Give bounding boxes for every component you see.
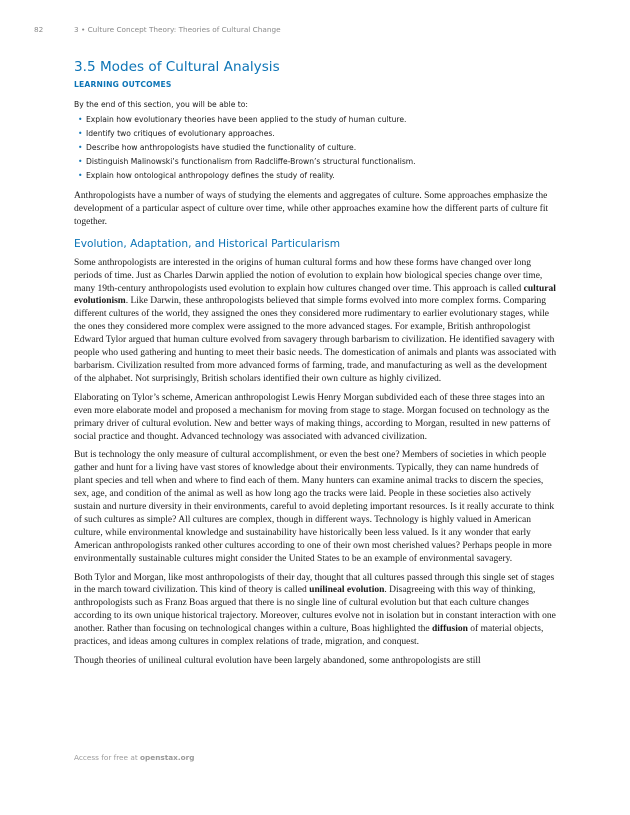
footer-site-link[interactable]: openstax.org bbox=[140, 753, 195, 762]
footer-prefix: Access for free at bbox=[74, 753, 141, 762]
key-term-unilineal-evolution[interactable]: unilineal evolution bbox=[309, 585, 385, 596]
section-title: 3.5 Modes of Cultural Analysis bbox=[74, 59, 280, 75]
paragraph-unilineal-evolution bbox=[74, 572, 557, 649]
intro-paragraph: Anthropologists have a number of ways of studying the elements and aggregates of culture. Some approaches emphasize the development of a particular aspect of culture over time, while other approaches examine how the different parts of culture fit together. bbox=[74, 191, 549, 227]
paragraph-cultural-evolutionism bbox=[74, 257, 557, 386]
paragraph-morgan: Elaborating on Tylor’s scheme, American anthropologist Lewis Henry Morgan subdivided each of these three stages into an even more elaborate model and proposed a mechanism for moving from stage to stage. Morgan focused on technology as the primary driver of cultural evolution. New and better ways of making things, according to Morgan, resulted in new patterns of social practice and thought. Advanced technology was associated with advanced civilization. bbox=[74, 392, 551, 442]
learning-outcome-item: • Describe how anthropologists have studied the functionality of culture. bbox=[74, 141, 557, 155]
learning-outcome-item: • Explain how evolutionary theories have been applied to the study of human culture. bbox=[74, 113, 557, 127]
learning-outcomes-list bbox=[74, 113, 557, 183]
paragraph-continued: Though theories of unilineal cultural evolution have been largely abandoned, some anthropologists are still bbox=[74, 656, 481, 666]
paragraph-text: . Disagreeing with this way of thinking, anthropologists such as Franz Boas argued that there is no single line of cultural evolution but that each culture changes according to its own unique historical trajectory. Moreover, cultures evolve not in isolation but in constant interaction with one another. Rather than focusing on technological changes within a culture, Boas highlighted the bbox=[74, 585, 556, 635]
page-number: 82 bbox=[34, 25, 44, 34]
paragraph-technology-question: But is technology the only measure of cultural accomplishment, or even the best one? Members of societies in which people gather and hunt for a living have vast stores of knowledge about their environments. Typically, they can name hundreds of plant species and tell when and where to find each of them. Many hunters can examine animal tracks to discern the species, sex, age, and condition of the animal as well as how long ago the tracks were laid. People in these societies also actively sustain and nurture diversity in their environments, careful to avoid depleting important resources. Is it really accurate to think of such cultures as simple? All cultures are complex, though in different ways. Technology is highly valued in American culture, while environmental knowledge and sustainability have historically been less valued. Is it any wonder that early American anthropologists ranked other cultures according to one of their own most cherished values? Perhaps people in more environmentally sustainable cultures might consider the United States to be an example of environmental savagery. bbox=[74, 450, 555, 564]
learning-outcomes-intro: By the end of this section, you will be able to: bbox=[74, 100, 248, 109]
learning-outcomes-heading: LEARNING OUTCOMES bbox=[74, 80, 172, 89]
learning-outcome-item: • Distinguish Malinowski’s functionalism from Radcliffe-Brown’s structural functionalism. bbox=[74, 155, 557, 169]
learning-outcome-item: • Identify two critiques of evolutionary approaches. bbox=[74, 127, 557, 141]
subsection-title: Evolution, Adaptation, and Historical Particularism bbox=[74, 237, 341, 250]
learning-outcome-item: • Explain how ontological anthropology defines the study of reality. bbox=[74, 169, 557, 183]
paragraph-text: Both Tylor and Morgan, like most anthropologists of their day, thought that all cultures passed through this single set of stages in the march toward civilization. This kind of theory is called bbox=[74, 572, 555, 596]
page-content bbox=[74, 58, 557, 668]
paragraph-text: of material objects, practices, and ideas among cultures in complex relations of trade, migration, and conquest. bbox=[74, 624, 544, 648]
key-term-cultural-evolutionism[interactable]: cultural evolutionism bbox=[74, 283, 556, 307]
key-term-diffusion[interactable]: diffusion bbox=[432, 624, 468, 635]
paragraph-text: . Like Darwin, these anthropologists believed that simple forms evolved into more complex forms. Comparing different cultures of the world, they assigned the ones they considered more rudimentary to earlier evolutionary stages, while the ones they considered more complex were assigned to the more advanced stages. For example, British anthropologist Edward Tylor argued that human culture evolved from savagery through barbarism to civilization. He identified savagery with people who used gathering and hunting to meet their basic needs. The domestication of animals and plants was associated with barbarism. Civilization resulted from more advanced forms of farming, trade, and manufacturing as well as the development of the alphabet. Not surprisingly, British scholars identified their own culture as highly civilized. bbox=[74, 296, 557, 384]
running-head bbox=[34, 25, 610, 34]
paragraph-text: Some anthropologists are interested in the origins of human cultural forms and how these forms have changed over long periods of time. Just as Charles Darwin applied the notion of evolution to explain how biological species change over time, many 19th-century anthropologists used evolution to explain how cultures changed over time. This approach is called bbox=[74, 257, 543, 294]
running-title: 3 • Culture Concept Theory: Theories of Cultural Change bbox=[74, 25, 281, 34]
footer bbox=[74, 753, 194, 762]
